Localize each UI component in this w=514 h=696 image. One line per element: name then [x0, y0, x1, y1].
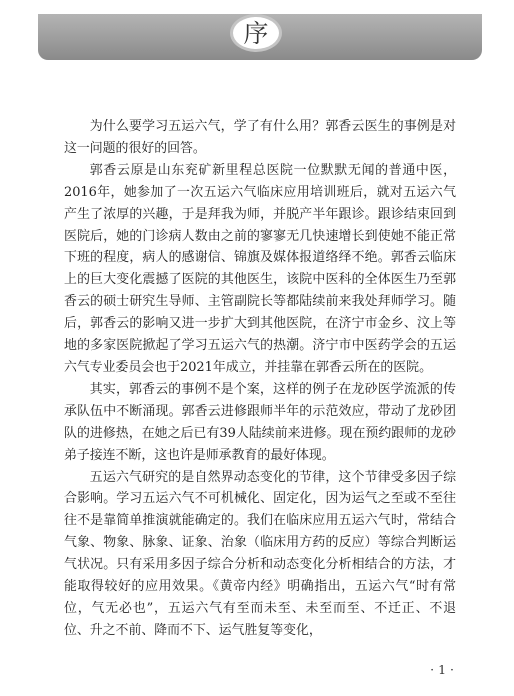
body-text [64, 116, 456, 642]
paragraph-2: 郭香云原是山东兖矿新里程总医院一位默默无闻的普通中医，2016年，她参加了一次五运六气临床应用培训班后，就对五运六气产生了浓厚的兴趣，于是拜我为师，并脱产半年跟诊。跟诊结束回到医院后，她的门诊病人数由之前的寥寥无几快速增长到使她不能正常下班的程度，病人的感谢信、锦旗及媒体报道络绎不绝。郭香云临床上的巨大变化震撼了医院的其他医生，该院中医科的全体医生乃至郭香云的硕士研究生导师、主管副院长等都陆续前来我处拜师学习。随后，郭香云的影响又进一步扩大到其他医院，在济宁市金乡、汶上等地的多家医院掀起了学习五运六气的热潮。济宁市中医药学会的五运六气专业委员会也于2021年成立，并挂靠在郭香云所在的医院。 [64, 162, 456, 375]
paragraph-1: 为什么要学习五运六气，学了有什么用？郭香云医生的事例是对这一问题的很好的回答。 [64, 119, 456, 156]
page-title: 序 [243, 18, 269, 48]
paragraph-3: 其实，郭香云的事例不是个案，这样的例子在龙砂医学流派的传承队伍中不断涌现。郭香云进修跟师半年的示范效应，带动了龙砂团队的进修热，在她之后已有39人陆续前来进修。现在预约跟师的龙砂弟子接连不断，这也许是师承教育的最好体现。 [64, 381, 456, 463]
title-badge [230, 14, 282, 52]
page-number: · 1 · [430, 662, 454, 677]
paragraph-4: 五运六气研究的是自然界动态变化的节律，这个节律受多因子综合影响。学习五运六气不可机械化、固定化，因为运气之至或不至往往不是靠简单推演就能确定的。我们在临床应用五运六气时，常结合气象、物象、脉象、证象、治象（临床用方药的反应）等综合判断运气状况。只有采用多因子综合分析和动态变化分析相结合的方法，才能取得较好的应用效果。《黄帝内经》明确指出，五运六气“时有常位，气无必也”，五运六气有至而未至、未至而至、不迁正、不退位、升之不前、降而不下、运气胜复等变化， [64, 469, 456, 638]
